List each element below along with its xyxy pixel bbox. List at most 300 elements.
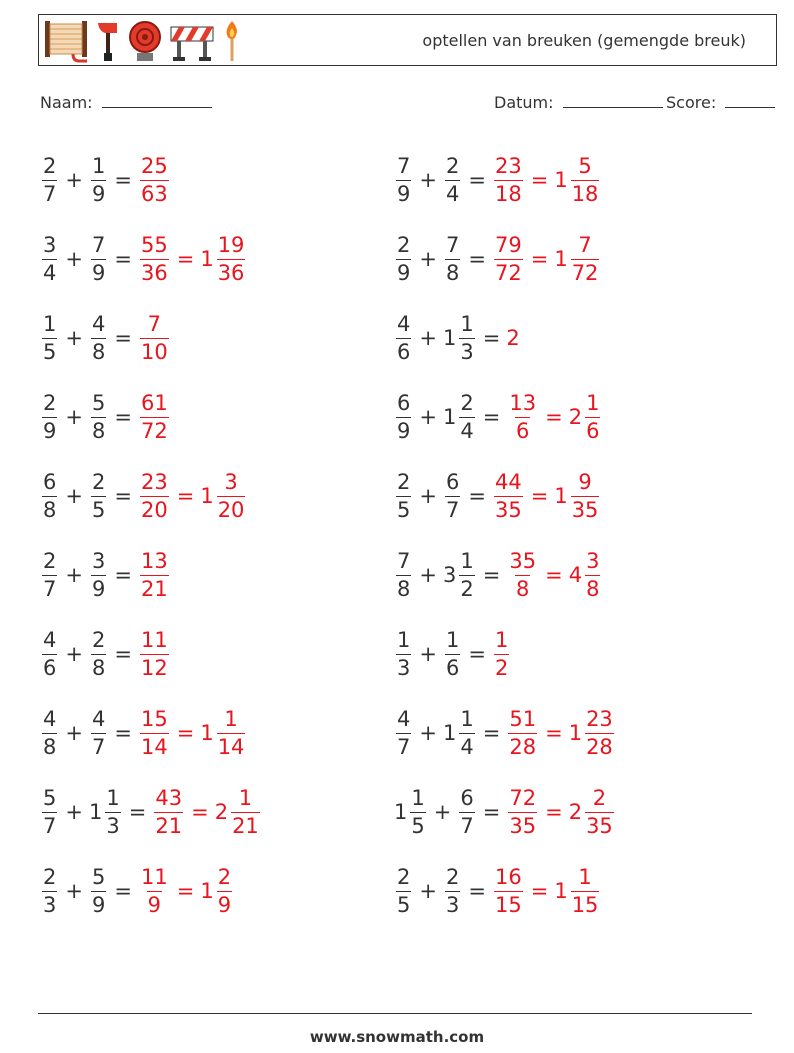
addend-2 bbox=[105, 785, 120, 838]
addend-2-numerator: 5 bbox=[91, 390, 106, 415]
equals-sign: = bbox=[114, 405, 132, 429]
addend-1-denominator: 5 bbox=[411, 813, 425, 838]
problem-row bbox=[394, 852, 601, 930]
answer-fraction bbox=[508, 390, 537, 443]
addend-2-numerator: 2 bbox=[91, 469, 106, 494]
addend-2-denominator: 8 bbox=[445, 260, 460, 285]
answer-fraction-numerator: 23 bbox=[494, 153, 522, 178]
answer-mixed bbox=[217, 232, 246, 285]
fire-alarm-bell-icon bbox=[127, 19, 163, 63]
answer-fraction-denominator: 63 bbox=[140, 181, 168, 206]
date-field bbox=[494, 93, 663, 112]
addend-2-numerator: 2 bbox=[445, 153, 460, 178]
addend-2 bbox=[91, 390, 106, 443]
answer-fraction-numerator: 35 bbox=[509, 548, 537, 573]
problem-row bbox=[394, 457, 601, 535]
footer-divider bbox=[38, 1013, 752, 1014]
problem-row bbox=[394, 299, 521, 377]
answer-fraction bbox=[140, 311, 169, 364]
plus-sign: + bbox=[65, 563, 83, 587]
answer-mixed-numerator: 1 bbox=[224, 706, 238, 731]
addend-1 bbox=[396, 232, 411, 285]
answer-mixed-denominator: 21 bbox=[232, 813, 259, 838]
addend-1-denominator: 8 bbox=[397, 576, 411, 601]
addend-1 bbox=[396, 548, 411, 601]
answer-mixed bbox=[571, 153, 600, 206]
answer-mixed-numerator: 2 bbox=[592, 785, 607, 810]
equals-sign: = bbox=[482, 405, 501, 429]
problem-row bbox=[394, 773, 616, 851]
answer-mixed-denominator: 36 bbox=[217, 260, 245, 285]
addend-1-denominator: 9 bbox=[397, 181, 411, 206]
addend-2-numerator: 1 bbox=[106, 785, 120, 810]
addend-2 bbox=[91, 627, 106, 680]
addend-1-numerator: 2 bbox=[397, 232, 411, 257]
answer-equals-sign: = bbox=[545, 721, 563, 745]
answer-fraction bbox=[140, 153, 169, 206]
addend-1-denominator: 5 bbox=[43, 339, 57, 364]
answer bbox=[138, 311, 171, 364]
addend-1 bbox=[396, 864, 411, 917]
footer-url: www.snowmath.com bbox=[309, 1028, 485, 1046]
answer-fraction bbox=[508, 706, 537, 759]
addend-1-denominator: 3 bbox=[397, 655, 411, 680]
answer-mixed-denominator: 15 bbox=[571, 892, 599, 917]
worksheet-header bbox=[38, 14, 777, 66]
name-field bbox=[40, 93, 212, 112]
answer-mixed-numerator: 5 bbox=[578, 153, 592, 178]
addend-2-numerator: 1 bbox=[460, 311, 474, 336]
answer-fraction bbox=[140, 232, 169, 285]
answer-mixed bbox=[217, 864, 232, 917]
addend-1-numerator: 1 bbox=[397, 627, 411, 652]
plus-sign: + bbox=[65, 642, 83, 666]
problem-row bbox=[40, 299, 171, 377]
plus-sign: + bbox=[419, 168, 437, 192]
plus-sign: + bbox=[419, 247, 437, 271]
addend-1-denominator: 8 bbox=[43, 734, 57, 759]
addend-1 bbox=[42, 390, 57, 443]
answer bbox=[506, 390, 602, 443]
answer-equals-sign: = bbox=[176, 484, 195, 508]
answer-fraction-numerator: 51 bbox=[509, 706, 537, 731]
problem-row bbox=[40, 615, 171, 693]
addend-1-denominator: 3 bbox=[43, 892, 57, 917]
addend-2 bbox=[459, 311, 474, 364]
answer-mixed-numerator: 23 bbox=[586, 706, 613, 731]
problem-row bbox=[394, 615, 511, 693]
plus-sign: + bbox=[419, 405, 437, 429]
answer-mixed-denominator: 72 bbox=[571, 260, 599, 285]
answer-fraction-numerator: 43 bbox=[155, 785, 183, 810]
answer-mixed bbox=[585, 785, 614, 838]
answer-fraction-denominator: 72 bbox=[140, 418, 168, 443]
answer-mixed-denominator: 6 bbox=[586, 418, 600, 443]
answer-fraction-denominator: 2 bbox=[494, 655, 509, 680]
answer-fraction bbox=[140, 548, 169, 601]
plus-sign: + bbox=[419, 563, 437, 587]
addend-2 bbox=[91, 864, 106, 917]
date-label: Datum: bbox=[494, 93, 554, 112]
addend-2-denominator: 4 bbox=[445, 181, 460, 206]
answer-mixed bbox=[585, 390, 600, 443]
addend-1-denominator: 7 bbox=[43, 576, 57, 601]
addend-2 bbox=[91, 232, 106, 285]
plus-sign: + bbox=[65, 879, 83, 903]
addend-1-denominator: 9 bbox=[43, 418, 57, 443]
answer bbox=[492, 469, 601, 522]
addend-2-denominator: 7 bbox=[91, 734, 106, 759]
addend-2 bbox=[91, 706, 106, 759]
answer-mixed bbox=[231, 785, 260, 838]
problem-row bbox=[394, 220, 601, 298]
answer-fraction-denominator: 72 bbox=[494, 260, 522, 285]
answer bbox=[506, 326, 520, 350]
answer bbox=[506, 548, 602, 601]
addend-2-denominator: 7 bbox=[460, 813, 474, 838]
answer-fraction bbox=[494, 232, 523, 285]
answer-fraction-denominator: 21 bbox=[155, 813, 183, 838]
answer-mixed-denominator: 20 bbox=[217, 497, 245, 522]
addend-2-denominator: 6 bbox=[445, 655, 460, 680]
fire-hose-reel-icon bbox=[43, 19, 89, 63]
addend-2-whole: 1 bbox=[442, 405, 457, 429]
addend-2 bbox=[459, 706, 474, 759]
addend-1 bbox=[42, 469, 57, 522]
addend-1-denominator: 4 bbox=[43, 260, 57, 285]
addend-2-numerator: 2 bbox=[91, 627, 106, 652]
answer-fraction bbox=[494, 627, 509, 680]
problem-row bbox=[394, 536, 602, 614]
answer bbox=[492, 232, 601, 285]
addend-1-numerator: 7 bbox=[397, 548, 411, 573]
answer-fraction bbox=[154, 785, 183, 838]
answer-mixed-denominator: 9 bbox=[217, 892, 232, 917]
addend-2-denominator: 7 bbox=[445, 497, 460, 522]
addend-1 bbox=[42, 706, 57, 759]
addend-1 bbox=[410, 785, 425, 838]
answer bbox=[152, 785, 261, 838]
addend-1-numerator: 2 bbox=[43, 864, 57, 889]
answer-fraction-numerator: 11 bbox=[140, 864, 168, 889]
answer-fraction-denominator: 18 bbox=[494, 181, 522, 206]
answer-mixed-whole: 1 bbox=[554, 484, 568, 508]
addend-1 bbox=[42, 232, 57, 285]
answer-fraction-denominator: 28 bbox=[509, 734, 537, 759]
answer-equals-sign: = bbox=[545, 563, 563, 587]
answer-fraction-denominator: 6 bbox=[516, 418, 530, 443]
addend-2-denominator: 5 bbox=[91, 497, 106, 522]
answer-mixed-numerator: 3 bbox=[224, 469, 238, 494]
answer-mixed-denominator: 28 bbox=[586, 734, 613, 759]
plus-sign: + bbox=[419, 642, 437, 666]
addend-2-numerator: 6 bbox=[445, 469, 460, 494]
addend-1-numerator: 1 bbox=[411, 785, 425, 810]
answer-mixed bbox=[585, 706, 614, 759]
equals-sign: = bbox=[114, 721, 132, 745]
answer-mixed bbox=[585, 548, 600, 601]
plus-sign: + bbox=[65, 800, 83, 824]
answer-fraction-numerator: 44 bbox=[494, 469, 522, 494]
addend-1-denominator: 6 bbox=[43, 655, 57, 680]
answer-mixed-whole: 1 bbox=[200, 721, 214, 745]
addend-1-numerator: 6 bbox=[397, 390, 411, 415]
worksheet-title: optellen van breuken (gemengde breuk) bbox=[422, 31, 746, 50]
answer-fraction bbox=[508, 548, 537, 601]
answer-mixed bbox=[217, 706, 246, 759]
addend-2-denominator: 2 bbox=[460, 576, 474, 601]
addend-1-whole: 1 bbox=[394, 800, 408, 824]
answer-fraction-numerator: 79 bbox=[494, 232, 522, 257]
addend-1-numerator: 4 bbox=[397, 311, 411, 336]
addend-1 bbox=[42, 785, 57, 838]
plus-sign: + bbox=[65, 405, 83, 429]
fire-axe-icon bbox=[95, 19, 121, 63]
answer-mixed-numerator: 1 bbox=[586, 390, 600, 415]
problem-row bbox=[394, 694, 616, 772]
problem-row bbox=[40, 694, 247, 772]
addend-2-denominator: 4 bbox=[460, 418, 474, 443]
addend-2-whole: 3 bbox=[442, 563, 457, 587]
addend-2-numerator: 4 bbox=[91, 311, 106, 336]
equals-sign: = bbox=[114, 563, 132, 587]
addend-1 bbox=[42, 627, 57, 680]
addend-2-denominator: 8 bbox=[91, 418, 106, 443]
answer-equals-sign: = bbox=[176, 247, 195, 271]
plus-sign: + bbox=[419, 879, 437, 903]
answer-fraction bbox=[140, 390, 169, 443]
answer-fraction bbox=[508, 785, 537, 838]
plus-sign: + bbox=[419, 721, 437, 745]
problem-row bbox=[40, 220, 247, 298]
answer bbox=[492, 627, 511, 680]
answer-fraction-numerator: 55 bbox=[140, 232, 168, 257]
addend-2 bbox=[445, 627, 460, 680]
answer-mixed-numerator: 7 bbox=[578, 232, 592, 257]
addend-1-denominator: 5 bbox=[397, 497, 411, 522]
answer-mixed-denominator: 35 bbox=[571, 497, 599, 522]
equals-sign: = bbox=[114, 326, 132, 350]
plus-sign: + bbox=[65, 484, 83, 508]
answer bbox=[492, 153, 601, 206]
addend-1 bbox=[42, 311, 57, 364]
addend-1-denominator: 9 bbox=[397, 418, 411, 443]
answer-fraction-denominator: 9 bbox=[147, 892, 162, 917]
answer-mixed-numerator: 3 bbox=[586, 548, 600, 573]
answer-mixed-whole: 1 bbox=[200, 247, 214, 271]
equals-sign: = bbox=[468, 642, 486, 666]
addend-2 bbox=[91, 153, 106, 206]
answer-fraction-denominator: 20 bbox=[140, 497, 168, 522]
answer-fraction-denominator: 8 bbox=[516, 576, 530, 601]
equals-sign: = bbox=[468, 484, 486, 508]
addend-2-numerator: 3 bbox=[91, 548, 106, 573]
answer-equals-sign: = bbox=[176, 879, 195, 903]
addend-2 bbox=[91, 311, 106, 364]
equals-sign: = bbox=[468, 247, 486, 271]
addend-2-whole: 1 bbox=[442, 721, 457, 745]
equals-sign: = bbox=[482, 800, 501, 824]
answer-equals-sign: = bbox=[530, 879, 549, 903]
problem-row bbox=[40, 141, 171, 219]
answer-fraction-denominator: 35 bbox=[509, 813, 537, 838]
score-field bbox=[666, 93, 775, 112]
equals-sign: = bbox=[482, 721, 501, 745]
equals-sign: = bbox=[114, 642, 132, 666]
answer-mixed-whole: 1 bbox=[200, 879, 214, 903]
answer-mixed-numerator: 19 bbox=[217, 232, 245, 257]
addend-2-numerator: 1 bbox=[460, 548, 474, 573]
answer-mixed-numerator: 2 bbox=[217, 864, 232, 889]
addend-2-denominator: 9 bbox=[91, 576, 106, 601]
addend-2-denominator: 9 bbox=[91, 260, 106, 285]
problem-row bbox=[394, 378, 602, 456]
plus-sign: + bbox=[419, 484, 437, 508]
addend-2 bbox=[91, 469, 106, 522]
addend-2 bbox=[459, 548, 474, 601]
answer bbox=[138, 390, 171, 443]
addend-2-numerator: 1 bbox=[460, 706, 474, 731]
answer-fraction-numerator: 15 bbox=[140, 706, 168, 731]
addend-2-numerator: 7 bbox=[445, 232, 460, 257]
addend-2-numerator: 2 bbox=[445, 864, 460, 889]
plus-sign: + bbox=[65, 247, 83, 271]
addend-2-denominator: 9 bbox=[91, 892, 106, 917]
equals-sign: = bbox=[482, 326, 501, 350]
addend-2-numerator: 4 bbox=[91, 706, 106, 731]
answer-equals-sign: = bbox=[176, 721, 195, 745]
answer-mixed-whole: 2 bbox=[214, 800, 229, 824]
equals-sign: = bbox=[114, 168, 132, 192]
answer-equals-sign: = bbox=[545, 800, 563, 824]
answer-mixed bbox=[571, 864, 600, 917]
answer-fraction bbox=[140, 706, 169, 759]
addend-1-denominator: 9 bbox=[397, 260, 411, 285]
answer-fraction-denominator: 35 bbox=[494, 497, 522, 522]
addend-1-numerator: 7 bbox=[397, 153, 411, 178]
addend-2 bbox=[445, 232, 460, 285]
equals-sign: = bbox=[128, 800, 147, 824]
problem-row bbox=[40, 457, 247, 535]
answer bbox=[138, 232, 247, 285]
addend-1-denominator: 5 bbox=[397, 892, 411, 917]
answer-fraction bbox=[140, 627, 169, 680]
addend-1-denominator: 8 bbox=[43, 497, 57, 522]
answer bbox=[138, 706, 247, 759]
problem-row bbox=[40, 378, 171, 456]
answer-fraction-numerator: 25 bbox=[140, 153, 168, 178]
addend-1-numerator: 5 bbox=[43, 785, 57, 810]
answer-mixed-denominator: 18 bbox=[571, 181, 599, 206]
answer-mixed-whole: 4 bbox=[568, 563, 583, 587]
equals-sign: = bbox=[114, 484, 132, 508]
answer-mixed-whole: 2 bbox=[568, 800, 583, 824]
answer-fraction bbox=[140, 864, 169, 917]
problem-row bbox=[40, 852, 234, 930]
score-label: Score: bbox=[666, 93, 717, 112]
equals-sign: = bbox=[468, 168, 486, 192]
addend-2-whole: 1 bbox=[442, 326, 457, 350]
addend-1 bbox=[42, 153, 57, 206]
answer-fraction-numerator: 13 bbox=[140, 548, 168, 573]
answer-equals-sign: = bbox=[191, 800, 209, 824]
plus-sign: + bbox=[433, 800, 452, 824]
answer-fraction bbox=[494, 864, 523, 917]
addend-1-numerator: 3 bbox=[43, 232, 57, 257]
addend-1 bbox=[396, 153, 411, 206]
addend-2-denominator: 8 bbox=[91, 655, 106, 680]
addend-1-denominator: 7 bbox=[43, 813, 57, 838]
header-icons bbox=[43, 18, 243, 64]
addend-1 bbox=[396, 706, 411, 759]
addend-2 bbox=[459, 785, 474, 838]
name-line bbox=[102, 93, 212, 108]
answer-mixed bbox=[571, 232, 600, 285]
plus-sign: + bbox=[419, 326, 437, 350]
addend-1 bbox=[396, 627, 411, 680]
plus-sign: + bbox=[65, 721, 83, 745]
answer-fraction bbox=[494, 153, 523, 206]
answer-fraction-denominator: 36 bbox=[140, 260, 168, 285]
answer-mixed-denominator: 14 bbox=[217, 734, 245, 759]
answer-fraction-denominator: 10 bbox=[140, 339, 168, 364]
addend-1-numerator: 4 bbox=[397, 706, 411, 731]
addend-2-denominator: 4 bbox=[460, 734, 474, 759]
addend-2-denominator: 3 bbox=[106, 813, 120, 838]
addend-2-numerator: 6 bbox=[460, 785, 474, 810]
answer-fraction bbox=[494, 469, 523, 522]
answer-equals-sign: = bbox=[530, 247, 549, 271]
addend-1-numerator: 2 bbox=[397, 469, 411, 494]
addend-1-denominator: 7 bbox=[397, 734, 411, 759]
addend-1-numerator: 4 bbox=[43, 627, 57, 652]
addend-1 bbox=[42, 864, 57, 917]
addend-1-numerator: 4 bbox=[43, 706, 57, 731]
addend-1 bbox=[42, 548, 57, 601]
answer-fraction-numerator: 23 bbox=[140, 469, 168, 494]
addend-1 bbox=[396, 390, 411, 443]
equals-sign: = bbox=[468, 879, 486, 903]
answer-mixed-denominator: 8 bbox=[586, 576, 600, 601]
answer-fraction-denominator: 15 bbox=[494, 892, 522, 917]
addend-2-denominator: 3 bbox=[445, 892, 460, 917]
answer-fraction-numerator: 1 bbox=[494, 627, 509, 652]
addend-2 bbox=[445, 153, 460, 206]
answer bbox=[138, 153, 171, 206]
problem-row bbox=[394, 141, 601, 219]
answer-mixed bbox=[571, 469, 600, 522]
answer-equals-sign: = bbox=[530, 168, 549, 192]
answer-mixed-whole: 1 bbox=[554, 879, 568, 903]
name-label: Naam: bbox=[40, 93, 93, 112]
answer-fraction-numerator: 7 bbox=[147, 311, 162, 336]
answer-mixed-whole: 1 bbox=[200, 484, 214, 508]
answer bbox=[506, 785, 615, 838]
answer-mixed-numerator: 1 bbox=[578, 864, 592, 889]
answer-mixed-whole: 2 bbox=[568, 405, 583, 429]
addend-2-whole: 1 bbox=[88, 800, 103, 824]
addend-1-denominator: 6 bbox=[397, 339, 411, 364]
plus-sign: + bbox=[65, 168, 83, 192]
addend-2 bbox=[445, 469, 460, 522]
answer-whole: 2 bbox=[506, 326, 520, 350]
answer-mixed-whole: 1 bbox=[554, 168, 568, 192]
answer bbox=[138, 548, 171, 601]
answer bbox=[138, 864, 234, 917]
addend-1 bbox=[396, 469, 411, 522]
answer bbox=[506, 706, 615, 759]
addend-2-numerator: 1 bbox=[445, 627, 460, 652]
